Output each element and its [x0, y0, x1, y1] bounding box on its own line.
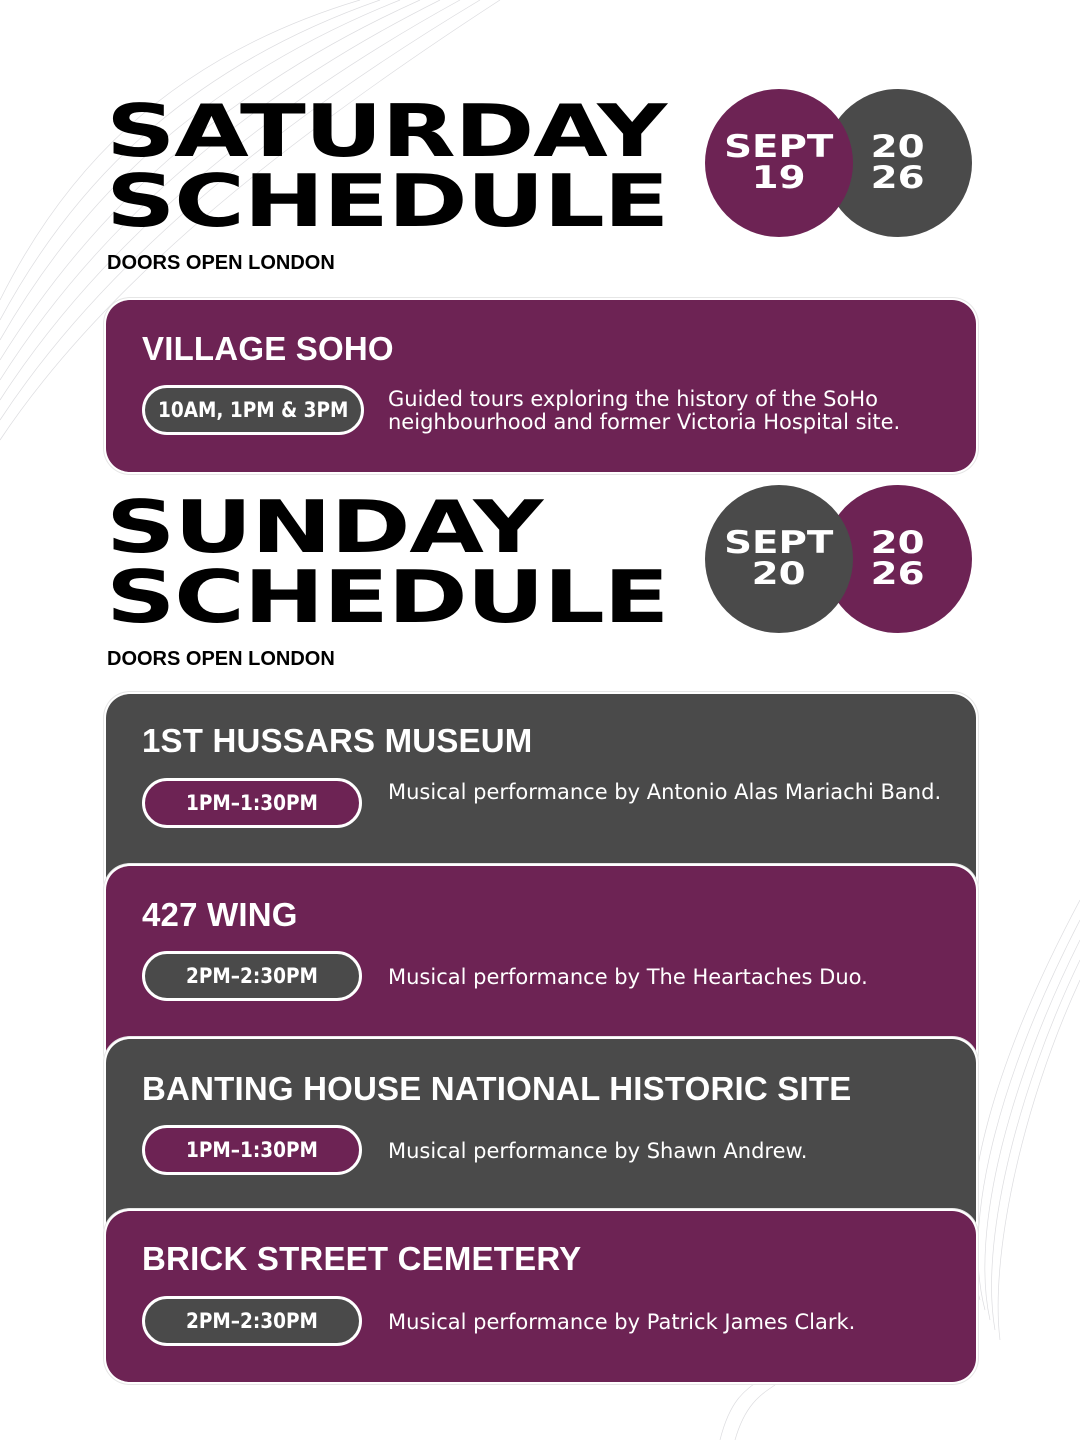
- saturday-title: [106, 89, 669, 243]
- sunday-year-part2: 26: [871, 556, 925, 592]
- sunday-title-line1: SUNDAY: [106, 485, 542, 569]
- event-time-pill: [142, 385, 364, 435]
- saturday-year-part2: 26: [871, 160, 925, 196]
- sunday-date-circle: [705, 485, 853, 633]
- event-time: 10AM, 1PM & 3PM: [157, 398, 349, 422]
- event-description: Musical performance by The Heartaches Duo.: [388, 965, 868, 989]
- event-time-pill: [142, 951, 362, 1001]
- saturday-title-line2: SCHEDULE: [106, 159, 669, 243]
- saturday-month: SEPT: [724, 129, 834, 165]
- event-description: Musical performance by Patrick James Clark.: [388, 1310, 856, 1334]
- event-title: BANTING HOUSE NATIONAL HISTORIC SITE: [142, 1070, 852, 1107]
- event-time: 1PM–1:30PM: [186, 791, 318, 815]
- event-time: 2PM–2:30PM: [186, 964, 318, 988]
- event-card-village-soho: [106, 300, 976, 472]
- event-card-brick-street-cemetery: [106, 1211, 976, 1382]
- event-title: 427 WING: [142, 896, 298, 933]
- event-time: 2PM–2:30PM: [186, 1309, 318, 1333]
- event-title: VILLAGE SOHO: [142, 330, 394, 367]
- saturday-year-part1: 20: [871, 129, 925, 165]
- sunday-title: [106, 485, 669, 639]
- event-description: Guided tours exploring the history of the SoHo neighbourhood and former Victoria Hospital site.: [388, 387, 901, 434]
- event-title: BRICK STREET CEMETERY: [142, 1240, 582, 1277]
- saturday-title-line1: SATURDAY: [106, 89, 666, 173]
- event-time-pill: [142, 1296, 362, 1346]
- sunday-day: 20: [752, 556, 806, 592]
- sunday-month: SEPT: [724, 525, 834, 561]
- saturday-day: 19: [752, 160, 806, 196]
- sunday-title-line2: SCHEDULE: [106, 555, 669, 639]
- event-description: Musical performance by Antonio Alas Mariachi Band.: [388, 780, 942, 804]
- event-time-pill: [142, 1125, 362, 1175]
- saturday-subtitle: DOORS OPEN LONDON: [107, 252, 335, 274]
- event-time: 1PM–1:30PM: [186, 1138, 318, 1162]
- saturday-date-circle: [705, 89, 853, 237]
- sunday-year-part1: 20: [871, 525, 925, 561]
- event-title: 1ST HUSSARS MUSEUM: [142, 722, 533, 759]
- event-time-pill: [142, 778, 362, 828]
- event-description: Musical performance by Shawn Andrew.: [388, 1139, 808, 1163]
- sunday-subtitle: DOORS OPEN LONDON: [107, 648, 335, 670]
